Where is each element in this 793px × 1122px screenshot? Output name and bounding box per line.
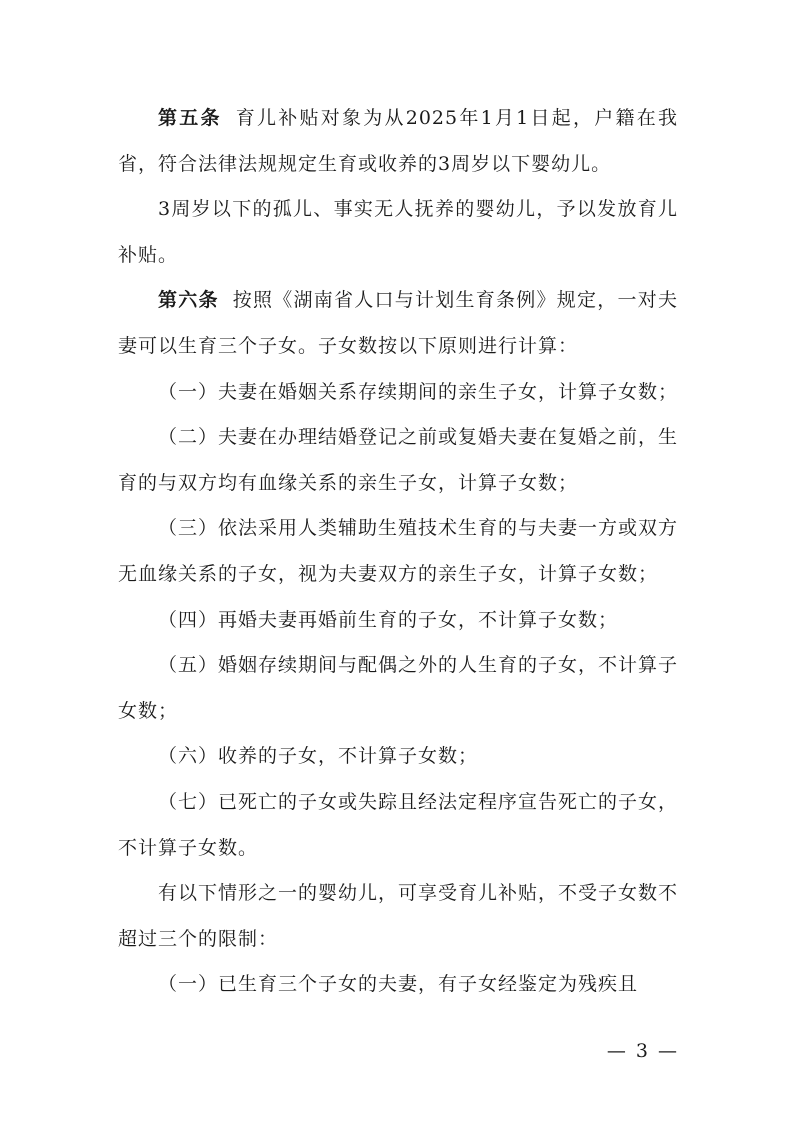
exception-intro-paragraph: 有以下情形之一的婴幼儿，可享受育儿补贴，不受子女数不超过三个的限制：: [118, 882, 679, 950]
article-6-text: 按照《湖南省人口与计划生育条例》规定，一对夫妻可以生育三个子女。子女数按以下原则进行计算：: [118, 289, 678, 357]
list-item-7: （七）已死亡的子女或失踪且经法定程序宣告死亡的子女，不计算子女数。: [118, 790, 679, 859]
document-body: [118, 96, 678, 1008]
list-item-1: （一）夫妻在婚姻关系存续期间的亲生子女，计算子女数；: [158, 380, 679, 403]
article-6-heading: 第六条: [158, 289, 219, 312]
article-6-paragraph: [118, 278, 678, 369]
article-5-paragraph-2: 3周岁以下的孤儿、事实无人抚养的婴幼儿，予以发放育儿补贴。: [118, 198, 678, 266]
list-item-5: （五）婚姻存续期间与配偶之外的人生育的子女，不计算子女数；: [118, 654, 679, 722]
article-5-heading: 第五条: [158, 107, 222, 129]
page-number: — 3 —: [606, 1040, 679, 1062]
exception-item-1: （一）已生育三个子女的夫妻，有子女经鉴定为残疾且: [158, 973, 639, 996]
list-item-6: （六）收养的子女，不计算子女数；: [158, 745, 479, 768]
article-5-text: 育儿补贴对象为从2025年1月1日起，户籍在我省，符合法律法规规定生育或收养的3周岁以下婴幼儿。: [118, 107, 678, 175]
article-5-paragraph: [118, 96, 678, 187]
list-item-2: （二）夫妻在办理结婚登记之前或复婚夫妻在复婚之前，生育的与双方均有血缘关系的亲生子女，计算子女数；: [118, 426, 679, 494]
list-item-3: （三）依法采用人类辅助生殖技术生育的与夫妻一方或双方无血缘关系的子女，视为夫妻双方的亲生子女，计算子女数；: [118, 517, 679, 585]
list-item-4: （四）再婚夫妻再婚前生育的子女，不计算子女数；: [158, 608, 619, 631]
